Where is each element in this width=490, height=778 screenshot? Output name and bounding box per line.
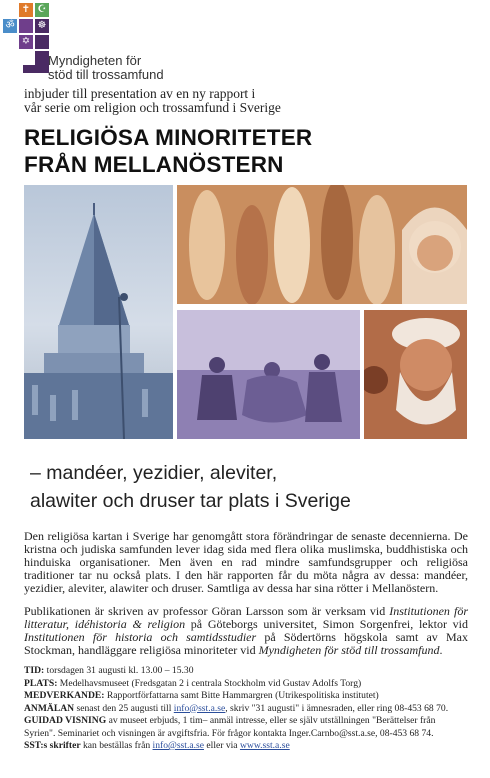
place-value: Medelhavsmuseet (Fredsgatan 2 i centrala Stockholm vid Gustav Adolfs Torg) bbox=[57, 677, 362, 689]
photo-dancers bbox=[177, 310, 360, 439]
page-title bbox=[24, 124, 464, 178]
authors-text-1: Publikationen är skriven av professor Göran Larsson som är verksam vid bbox=[24, 604, 390, 618]
invitation-text bbox=[24, 87, 344, 115]
organization-name bbox=[48, 54, 228, 82]
registration-value-2: , skriv "31 augusti" i ämnesraden, eller ring 08-453 68 70. bbox=[225, 702, 449, 714]
om-icon: ॐ bbox=[3, 19, 17, 33]
participants-label: MEDVERKANDE: bbox=[24, 690, 105, 701]
authors-text-3: på Södertörns högskola samt av Max Stockman, handläggare religiösa minoriteter vid bbox=[24, 630, 469, 657]
crescent-icon: ☪ bbox=[35, 3, 49, 17]
registration-value-1: senast den 25 augusti till bbox=[74, 702, 174, 714]
writings-value-2: eller via bbox=[204, 740, 240, 751]
tour-value-1: av museet erbjuds, 1 tim– anmäl intresse, eller se själv utställningen "Berättelser från bbox=[106, 715, 436, 726]
authors-text-2: på Göteborgs universitet, Simon Sorgenfrei, lektor vid bbox=[185, 617, 468, 631]
photo-elderly-man bbox=[364, 310, 467, 439]
authors-text-4: . bbox=[439, 643, 443, 657]
photo-conical-tower bbox=[24, 185, 173, 439]
time-label: TID: bbox=[24, 665, 45, 676]
institution-2: Institutionen för historia och samtidsstudier bbox=[24, 630, 257, 644]
institution-3: Myndigheten för stöd till trossamfund bbox=[258, 643, 440, 657]
subtitle-line1: – mandéer, yezidier, aleviter, bbox=[30, 462, 278, 484]
event-details bbox=[24, 665, 474, 753]
time-value: torsdagen 31 augusti kl. 13.00 – 15.30 bbox=[44, 665, 194, 676]
cross-icon: ✝ bbox=[19, 3, 33, 17]
dharma-wheel-icon: ☸ bbox=[35, 19, 49, 33]
participants-value: Rapportförfattarna samt Bitte Hammargren (Utrikespolitiska institutet) bbox=[104, 690, 379, 701]
institution-1: Institutionen för litteratur, idéhistoria & religion bbox=[24, 604, 468, 631]
detail-tour-cont: Syrien". Seminariet och visningen är avgiftsfria. För frågor kontakta Inger.Carnbo@sst.a.se, 08-453 68 74. bbox=[24, 727, 434, 739]
title-line1: RELIGIÖSA MINORITETER bbox=[24, 125, 313, 150]
registration-label: ANMÄLAN bbox=[24, 702, 75, 714]
star-of-david-icon: ✡ bbox=[19, 35, 33, 49]
title-line2: FRÅN MELLANÖSTERN bbox=[24, 152, 284, 177]
detail-registration bbox=[24, 703, 474, 716]
tour-label: GUIDAD VISNING bbox=[24, 715, 107, 726]
writings-value-1: kan beställas från bbox=[80, 740, 153, 751]
organization-name-line1: Myndigheten för bbox=[48, 53, 142, 68]
photo-procession bbox=[177, 185, 467, 304]
invitation-line1: inbjuder till presentation av en ny rapport i bbox=[24, 86, 256, 101]
writings-email-link[interactable]: info@sst.a.se bbox=[152, 740, 204, 751]
subtitle-line2: alawiter och druser tar plats i Sverige bbox=[30, 490, 351, 512]
place-label: PLATS: bbox=[24, 677, 58, 689]
writings-label: SST:s skrifter bbox=[24, 740, 81, 751]
detail-writings bbox=[24, 740, 474, 753]
subtitle bbox=[30, 459, 450, 515]
intro-paragraph: Den religiösa kartan i Sverige har genomgått stora förändringar de senaste decennierna. De kristna och judiska samfunden lever idag sida med flera olika muslimska, buddhistiska och hinduiska organisationer. Men även en rad mindre samfundsgrupper och religiösa traditioner tar nu också plats. I den här rapporten får du möta några av dessa: mandéer, yezidier, aleviter, alawiter och druser. Samtliga av dessa har sina rötter i Mellanöstern. bbox=[24, 529, 468, 595]
detail-place bbox=[24, 678, 474, 691]
organization-name-line2: stöd till trossamfund bbox=[48, 67, 164, 82]
authors-paragraph bbox=[24, 605, 468, 657]
detail-participants bbox=[24, 690, 474, 703]
invitation-line2: vår serie om religion och trossamfund i Sverige bbox=[24, 100, 281, 115]
website-link[interactable]: www.sst.a.se bbox=[239, 740, 290, 751]
registration-email-link[interactable]: info@sst.a.se bbox=[173, 702, 226, 714]
detail-time bbox=[24, 665, 474, 678]
detail-tour bbox=[24, 715, 474, 728]
